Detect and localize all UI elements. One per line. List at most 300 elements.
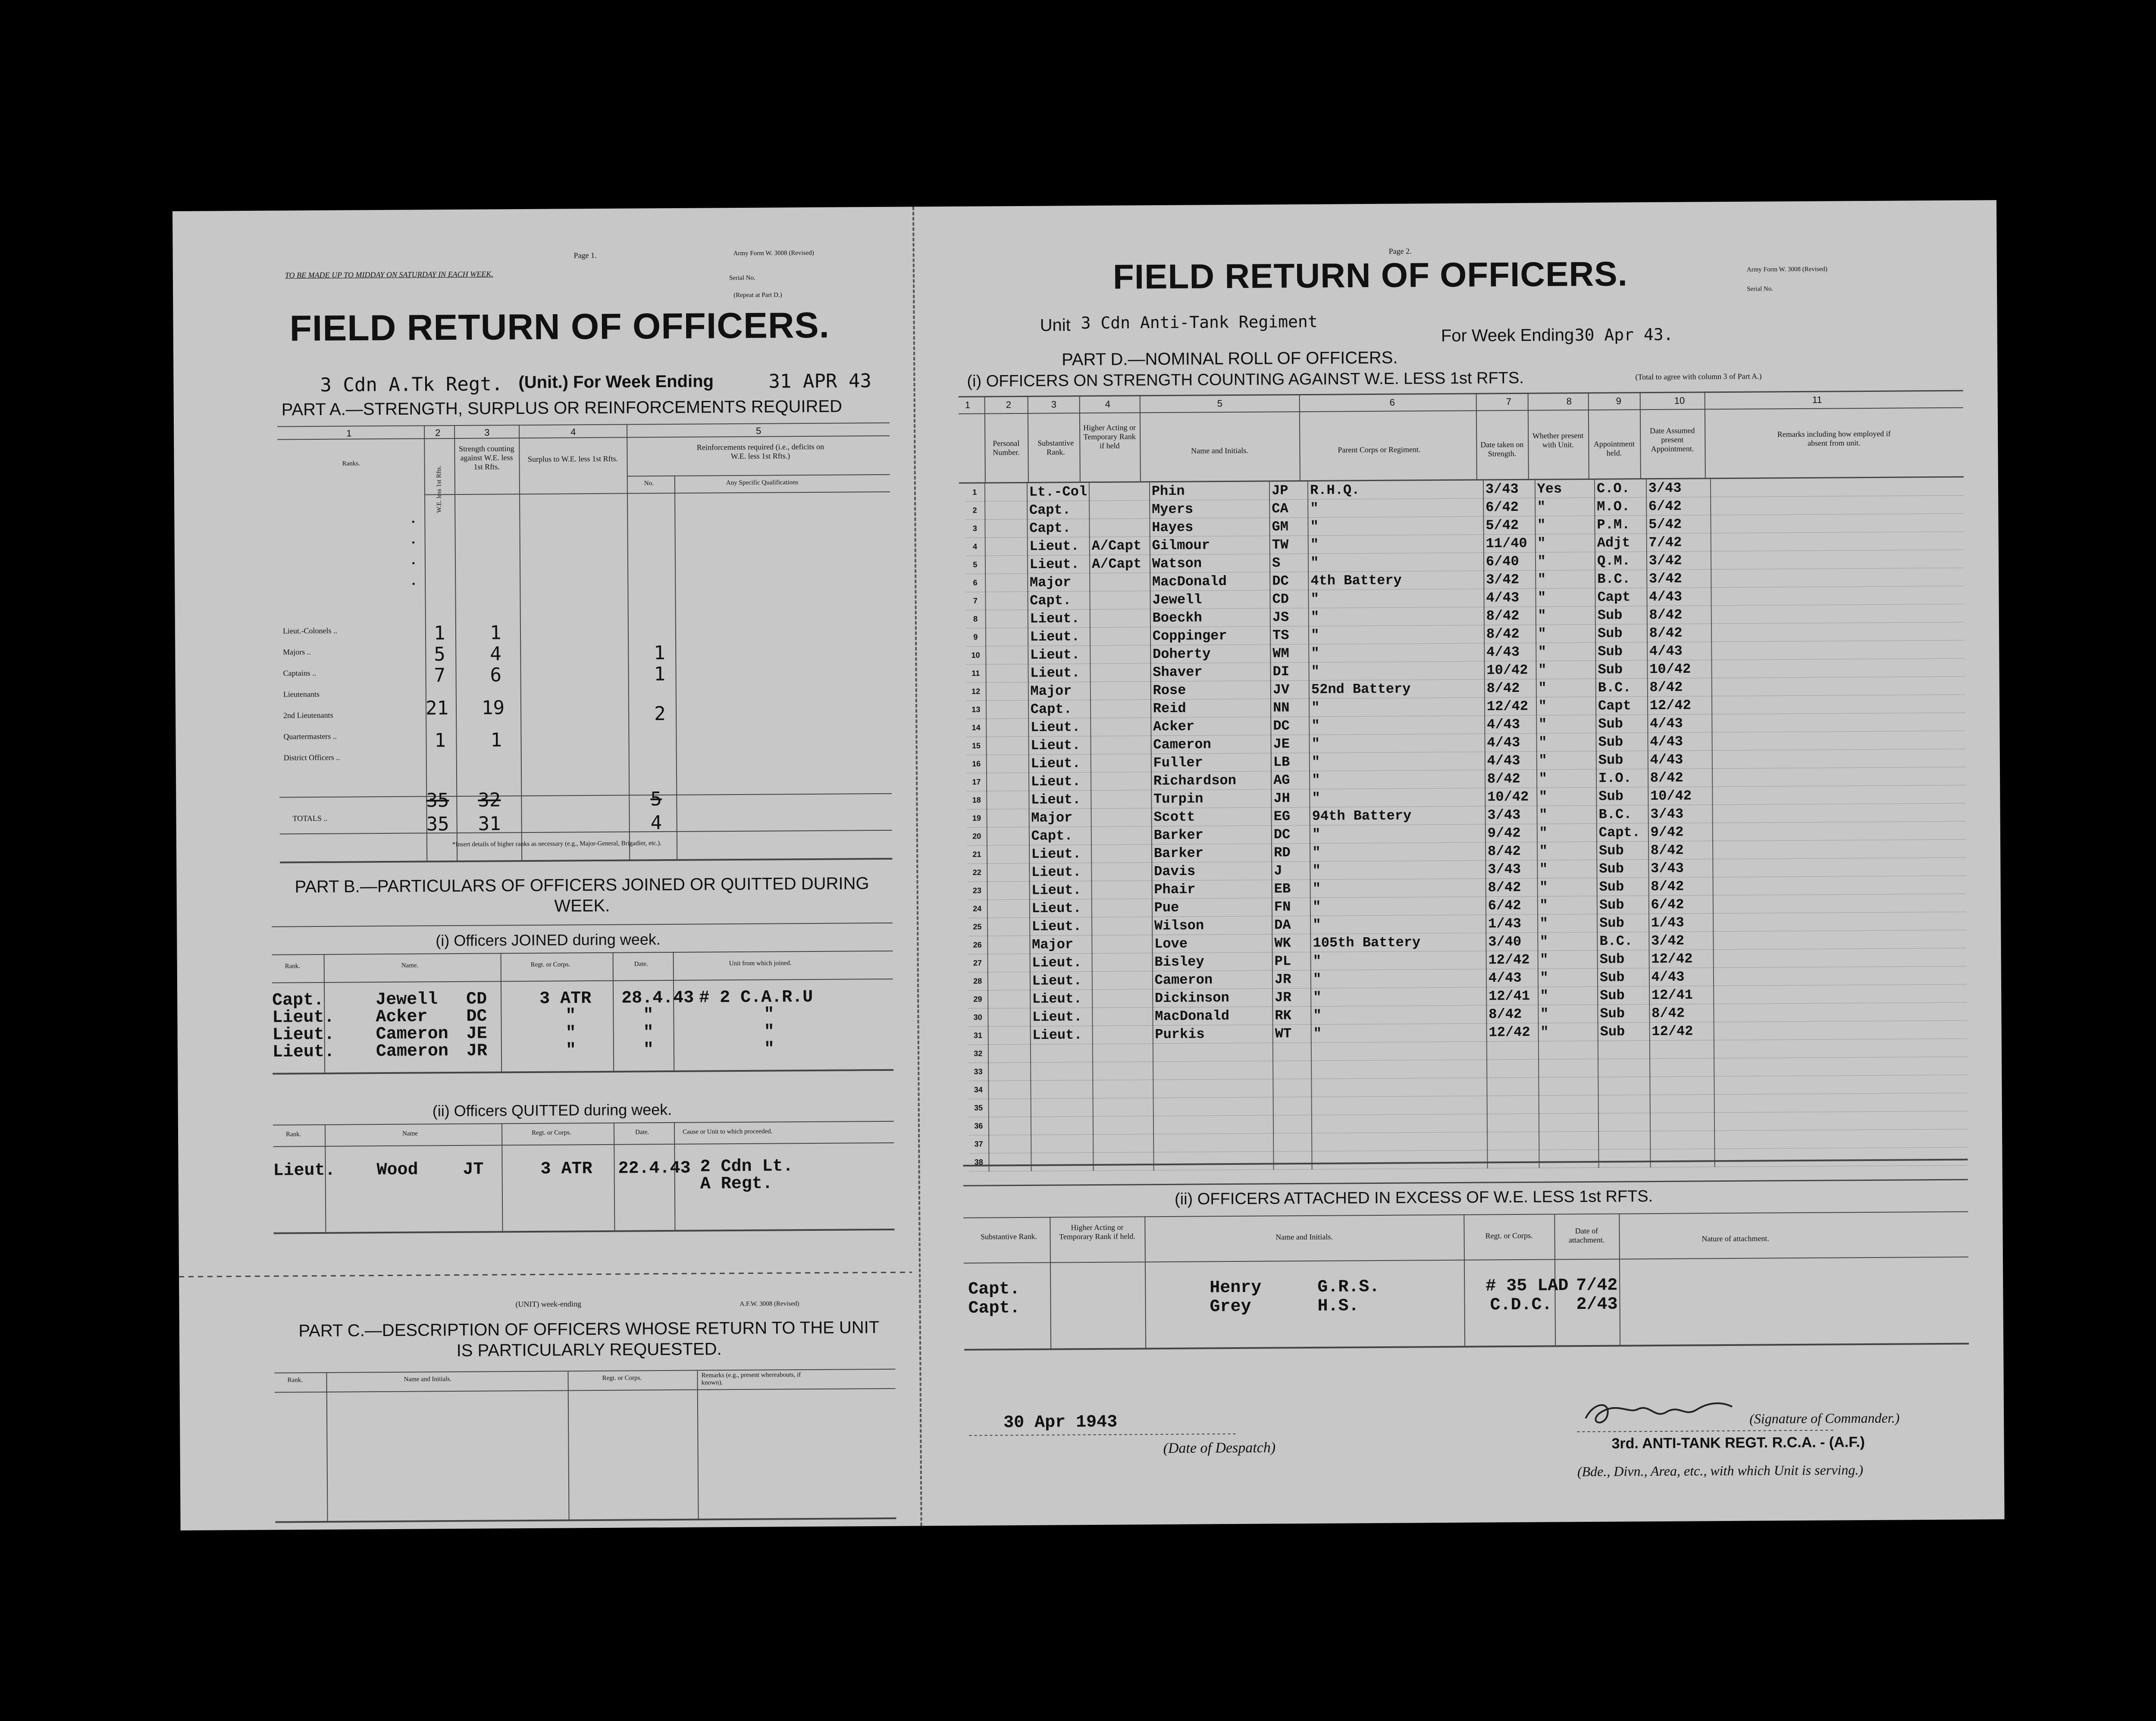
roll-cell-rank: Lieut.: [1028, 610, 1090, 628]
roll-cell-pres: ": [1537, 805, 1597, 824]
roll-cell-name: Boeckh: [1150, 608, 1270, 627]
roll-cell-name: [1153, 1152, 1274, 1170]
roll-cell-name: Reid: [1151, 699, 1271, 718]
roll-cell-pres: ": [1535, 516, 1595, 534]
joined-title: (i) Officers JOINED during week.: [436, 930, 661, 950]
roll-cell-appt: I.O.: [1596, 769, 1648, 788]
roll-cell-appt: Capt: [1595, 588, 1647, 607]
roll-cell-init: DC: [1271, 717, 1309, 735]
roll-cell-n: 23: [972, 886, 982, 895]
roll-cell-date: [1487, 1059, 1539, 1078]
roll-cell-name: MacDonald: [1153, 1007, 1273, 1026]
roll-cell-higher: [1092, 953, 1153, 972]
roll-cell-higher: [1091, 663, 1151, 682]
roll-cell-name: Scott: [1151, 807, 1272, 826]
part-a-rows: [283, 623, 887, 775]
roll-cell-corps: ": [1311, 1023, 1487, 1042]
roll-cell-init: DC: [1270, 572, 1308, 590]
roll-cell-appt: Adjt: [1595, 534, 1647, 552]
col-number: 10: [1674, 395, 1685, 406]
roll-cell-higher: [1090, 591, 1150, 610]
roll-cell-corps: ": [1308, 535, 1484, 554]
roll-cell-pres: [1539, 1131, 1599, 1150]
roll-cell-empty: [988, 1117, 1031, 1135]
roll-cell-n: 22: [972, 868, 981, 877]
roll-cell-corps: R.H.Q.: [1308, 480, 1483, 499]
roll-cell-n: 18: [972, 795, 981, 804]
roll-cell-name: [1153, 1061, 1273, 1080]
roll-cell-appt: Sub: [1597, 896, 1649, 914]
roll-cell-n: 5: [973, 560, 978, 569]
roll-cell-appt: Sub: [1595, 660, 1647, 679]
roll-cell-date: 6/40: [1484, 552, 1536, 571]
roll-cell-empty: [985, 610, 1028, 628]
roll-cell-assumed: [1650, 1095, 1714, 1113]
roll-cell-corps: [1312, 1096, 1487, 1115]
roll-cell-name: Watson: [1150, 554, 1270, 573]
roll-cell-name: Doherty: [1150, 645, 1271, 663]
roll-cell-empty: [985, 591, 1028, 610]
roll-cell-n: 20: [972, 832, 981, 841]
totals-no-struck: 5: [650, 788, 662, 810]
roll-cell-empty: [989, 1135, 1031, 1153]
roll-cell-empty: [988, 1062, 1031, 1081]
page-title: FIELD RETURN OF OFFICERS.: [289, 304, 830, 349]
roll-cell-corps: ": [1310, 770, 1485, 789]
roll-cell-appt: Sub: [1598, 986, 1649, 1005]
roll-cell-empty: [987, 936, 1030, 954]
roll-cell-n: 10: [971, 651, 980, 660]
roll-cell-name: [1153, 1133, 1274, 1152]
roll-cell-empty: [986, 664, 1028, 682]
roll-cell-higher: [1089, 519, 1150, 537]
roll-cell-empty: [1711, 658, 1965, 678]
col-number: 4: [570, 426, 576, 438]
roll-cell-n: 8: [973, 614, 978, 623]
col-header: Name and Initials.: [1275, 1232, 1333, 1242]
roll-cell-init: [1273, 1133, 1312, 1152]
col-number: 3: [1051, 399, 1057, 410]
roll-cell-rank: Major: [1029, 809, 1091, 827]
col-number: 5: [756, 425, 761, 436]
roll-cell-name: Davis: [1152, 862, 1272, 881]
roll-cell-pres: ": [1536, 697, 1596, 715]
roll-cell-pres: ": [1538, 968, 1598, 987]
roll-cell-name: [1153, 1097, 1273, 1116]
page-title: FIELD RETURN OF OFFICERS.: [1112, 254, 1628, 296]
roll-cell-rank: Lieut.: [1028, 754, 1091, 773]
roll-cell-corps: ": [1309, 607, 1484, 626]
col-number: 5: [1217, 398, 1223, 409]
roll-cell-pres: Yes: [1535, 480, 1595, 498]
table-row: Lieutenants: [283, 689, 320, 699]
roll-cell-init: NN: [1271, 698, 1309, 717]
roll-cell-date: 11/40: [1484, 534, 1536, 553]
roll-cell-rank: Lieut.: [1029, 791, 1091, 809]
roll-cell-empty: [987, 917, 1030, 936]
roll-cell-name: Cameron: [1153, 970, 1273, 989]
strength-header: Strength counting against W.E. less 1st Rfts.: [459, 444, 514, 471]
roll-cell-pres: ": [1538, 986, 1598, 1005]
roll-cell-pres: ": [1538, 932, 1598, 951]
roll-cell-init: JE: [1271, 735, 1310, 753]
roll-cell-name: Acker: [1151, 717, 1271, 736]
col-header: Date.: [635, 1129, 649, 1136]
roll-cell-higher: [1093, 1098, 1153, 1117]
col-number: 2: [435, 427, 441, 438]
roll-cell-init: CD: [1270, 590, 1308, 608]
roll-cell-assumed: 8/42: [1647, 624, 1711, 642]
roll-cell-pres: [1539, 1149, 1599, 1168]
unit-value: 3 Cdn Anti-Tank Regiment: [1081, 312, 1318, 333]
roll-cell-rank: [1031, 1098, 1093, 1117]
roll-cell-appt: Sub: [1598, 950, 1649, 969]
roll-cell-name: [1153, 1115, 1274, 1134]
roll-cell-empty: [1712, 713, 1965, 732]
roll-cell-name: Barker: [1152, 844, 1272, 863]
roll-cell-empty: [988, 990, 1030, 1008]
table-row: Lieut. Cameron JR " " ": [272, 1039, 775, 1062]
roll-cell-appt: Sub: [1596, 787, 1648, 806]
roll-cell-appt: Sub: [1597, 878, 1649, 896]
roll-cell-higher: [1090, 627, 1150, 646]
roll-cell-higher: [1091, 736, 1151, 754]
roll-cell-corps: ": [1309, 643, 1484, 662]
roll-cell-corps: ": [1310, 879, 1486, 898]
roll-cell-pres: ": [1537, 860, 1597, 878]
unit-week-label: (UNIT) week-ending: [515, 1299, 581, 1309]
roll-cell-assumed: 3/43: [1648, 859, 1713, 878]
bde-label: (Bde., Divn., Area, etc., with which Unit is serving.): [1577, 1462, 1864, 1480]
roll-cell-empty: [1711, 550, 1965, 569]
roll-cell-empty: [987, 845, 1029, 864]
roll-cell-n: 1: [972, 488, 977, 497]
roll-cell-higher: [1091, 682, 1151, 700]
roll-cell-assumed: 4/43: [1648, 714, 1712, 733]
col-header: Personal Number.: [993, 439, 1020, 457]
table-row: Lieut.-Colonels .. 1 1: [282, 622, 501, 645]
roll-cell-pres: ": [1538, 914, 1598, 932]
roll-cell-empty: [985, 519, 1027, 538]
roll-cell-empty: [1713, 948, 1967, 968]
roll-cell-pres: [1539, 1113, 1598, 1132]
roll-cell-n: 35: [974, 1103, 983, 1112]
col-header: Regt. or Corps.: [1485, 1231, 1533, 1240]
roll-cell-empty: [1713, 894, 1966, 914]
roll-cell-empty: [987, 863, 1029, 882]
page-number: Page 2.: [1388, 247, 1412, 256]
roll-cell-appt: Sub: [1598, 968, 1649, 987]
roll-cell-higher: [1091, 700, 1151, 718]
unit-label: (Unit.) For Week Ending: [518, 372, 714, 392]
we-header: W.E. less 1st Rfts.: [436, 465, 443, 513]
roll-cell-init: FN: [1272, 898, 1310, 916]
totals-we-struck: 35: [426, 789, 449, 812]
roll-cell-rank: Lieut.: [1027, 537, 1090, 556]
totals-we: 35: [426, 813, 449, 835]
roll-cell-empty: [1711, 640, 1965, 660]
roll-cell-corps: ": [1309, 625, 1484, 644]
roll-cell-pres: [1539, 1095, 1598, 1114]
roll-cell-pres: ": [1536, 660, 1596, 679]
roll-cell-empty: [987, 827, 1029, 845]
roll-cell-n: 6: [973, 578, 978, 587]
roll-cell-appt: Sub: [1597, 842, 1648, 860]
roll-cell-empty: [985, 573, 1028, 592]
col-header: Higher Acting or Temporary Rank if held.: [1059, 1223, 1135, 1241]
roll-cell-empty: [985, 537, 1027, 556]
roll-cell-name: [1153, 1043, 1273, 1062]
roll-cell-n: 12: [971, 687, 981, 696]
roll-cell-name: Fuller: [1151, 753, 1271, 772]
roll-cell-assumed: 8/42: [1649, 1004, 1714, 1023]
signature-label: (Signature of Commander.): [1749, 1410, 1900, 1427]
afw-label: A.F.W. 3008 (Revised): [740, 1300, 799, 1308]
roll-cell-rank: Lieut.: [1028, 718, 1091, 737]
roll-cell-assumed: 12/42: [1648, 696, 1712, 715]
roll-cell-appt: Sub: [1597, 860, 1648, 878]
no-header: No.: [644, 480, 654, 487]
roll-cell-pres: ": [1536, 733, 1596, 751]
roll-cell-higher: [1093, 1134, 1153, 1153]
roll-cell-n: 7: [973, 596, 978, 605]
roll-cell-date: 3/43: [1485, 806, 1537, 824]
roll-cell-empty: [1713, 876, 1966, 895]
roll-cell-name: Barker: [1152, 826, 1272, 845]
roll-cell-empty: [988, 1098, 1031, 1117]
roll-cell-pres: ": [1537, 769, 1597, 788]
col-header: Regt. or Corps.: [530, 961, 570, 968]
roll-cell-name: Purkis: [1153, 1025, 1273, 1044]
table-row: 2nd Lieutenants 21 19 2: [283, 697, 666, 725]
roll-cell-date: 9/42: [1485, 824, 1537, 842]
roll-cell-higher: [1090, 573, 1150, 591]
roll-cell-empty: [986, 754, 1028, 773]
roll-cell-n: 25: [973, 922, 982, 931]
roll-cell-empty: [1713, 930, 1967, 950]
table-row: District Officers ..: [283, 753, 340, 762]
roll-cell-init: PL: [1272, 952, 1311, 970]
roll-cell-assumed: 8/42: [1648, 877, 1713, 896]
roll-cell-name: MacDonald: [1150, 572, 1270, 591]
roll-cell-empty: [1711, 478, 1964, 497]
roll-cell-date: 12/42: [1486, 1023, 1538, 1042]
roll-cell-appt: [1598, 1077, 1650, 1095]
roll-cell-n: 2: [972, 506, 977, 515]
despatch-label: (Date of Despatch): [1163, 1439, 1276, 1457]
roll-cell-date: [1487, 1150, 1539, 1168]
roll-cell-higher: [1093, 1152, 1153, 1171]
roll-cell-higher: [1093, 1026, 1153, 1044]
roll-cell-corps: ": [1310, 752, 1485, 771]
col-header: Rank.: [286, 1131, 301, 1138]
roll-cell-date: 3/43: [1483, 480, 1535, 498]
roll-cell-empty: [986, 718, 1028, 737]
roll-cell-higher: [1089, 482, 1150, 501]
roll-cell-corps: 4th Battery: [1308, 571, 1484, 590]
roll-cell-higher: [1093, 1044, 1153, 1062]
roll-cell-empty: [1714, 1039, 1968, 1058]
col-number: 6: [1389, 397, 1395, 408]
roll-cell-date: 3/42: [1484, 570, 1536, 589]
roll-cell-appt: P.M.: [1595, 516, 1646, 534]
roll-cell-init: DA: [1272, 916, 1310, 934]
roll-cell-higher: [1092, 881, 1152, 899]
roll-cell-init: CA: [1269, 499, 1308, 518]
roll-cell-empty: [1712, 803, 1966, 823]
roll-cell-init: RK: [1272, 1006, 1311, 1025]
roll-cell-pres: ": [1536, 642, 1596, 661]
roll-cell-date: 4/43: [1485, 751, 1537, 770]
roll-cell-rank: Lieut.: [1029, 773, 1091, 791]
col-header: Higher Acting or Temporary Rank if held: [1083, 423, 1136, 450]
roll-cell-higher: A/Capt: [1090, 537, 1150, 555]
roll-cell-n: 9: [973, 632, 978, 641]
roll-cell-date: 5/42: [1483, 516, 1535, 535]
roll-cell-corps: ": [1310, 860, 1485, 879]
roll-cell-name: Turpin: [1151, 789, 1272, 808]
roll-cell-empty: [1713, 839, 1966, 859]
roll-cell-appt: Capt.: [1597, 823, 1648, 842]
roll-cell-higher: [1092, 935, 1152, 954]
totals-no: 4: [650, 812, 662, 834]
roll-cell-date: 12/41: [1486, 987, 1538, 1005]
roll-cell-date: [1487, 1077, 1539, 1096]
col-header: Remarks (e.g., present whereabouts, if known).: [701, 1371, 801, 1386]
roll-cell-corps: ": [1309, 589, 1484, 608]
roll-cell-name: Wilson: [1152, 916, 1272, 935]
roll-cell-corps: ": [1311, 1005, 1486, 1024]
roll-cell-init: WT: [1273, 1024, 1311, 1043]
roll-cell-init: EG: [1272, 807, 1310, 826]
roll-cell-corps: ": [1310, 788, 1485, 807]
roll-cell-rank: Major: [1028, 573, 1090, 592]
roll-cell-n: 14: [971, 723, 981, 732]
col-header: Name and Initials.: [1191, 446, 1248, 455]
page-2: [931, 200, 2000, 1526]
roll-cell-empty: [1712, 749, 1965, 769]
roll-cell-appt: Sub: [1595, 606, 1647, 625]
roll-cell-assumed: 3/42: [1647, 569, 1711, 588]
nominal-roll-table: [965, 478, 1968, 1172]
roll-cell-init: JS: [1270, 608, 1309, 626]
roll-cell-date: 3/43: [1485, 860, 1537, 879]
roll-cell-assumed: 12/42: [1649, 950, 1713, 968]
roll-cell-init: JH: [1271, 789, 1310, 807]
roll-cell-assumed: 3/43: [1646, 479, 1711, 497]
roll-cell-corps: ": [1310, 915, 1486, 934]
roll-cell-empty: [986, 700, 1028, 719]
roll-cell-higher: [1093, 1116, 1153, 1135]
roll-cell-pres: ": [1536, 679, 1596, 697]
roll-cell-corps: ": [1308, 498, 1483, 517]
roll-cell-rank: Capt.: [1029, 827, 1091, 845]
col-header: Regt. or Corps.: [532, 1129, 571, 1136]
roll-cell-empty: [1714, 1111, 1968, 1131]
roll-cell-assumed: 8/42: [1647, 678, 1711, 697]
roll-cell-appt: Sub: [1598, 1004, 1649, 1023]
roll-cell-init: S: [1270, 554, 1308, 572]
roll-cell-assumed: 4/43: [1649, 968, 1713, 986]
roll-cell-n: 34: [974, 1085, 983, 1094]
section-i-heading: (i) OFFICERS ON STRENGTH COUNTING AGAINST W.E. LESS 1st RFTS.: [967, 369, 1524, 391]
roll-cell-empty: [985, 501, 1027, 519]
roll-cell-pres: ": [1536, 751, 1596, 770]
roll-cell-appt: B.C.: [1596, 679, 1648, 697]
roll-cell-corps: ": [1309, 716, 1485, 735]
week-value: 31 APR 43: [768, 370, 872, 393]
roll-cell-appt: B.C.: [1595, 570, 1647, 588]
roll-cell-name: Jewell: [1150, 590, 1270, 609]
part-d-heading: PART D.—NOMINAL ROLL OF OFFICERS.: [1062, 348, 1398, 369]
roll-cell-higher: A/Capt: [1090, 555, 1150, 573]
roll-cell-higher: [1092, 899, 1152, 917]
roll-cell-corps: ": [1310, 897, 1486, 916]
part-a-heading: PART A.—STRENGTH, SURPLUS OR REINFORCEMENTS REQUIRED: [281, 397, 843, 419]
table-row: Quartermasters .. 1 1: [283, 729, 502, 752]
roll-cell-assumed: [1650, 1076, 1714, 1095]
roll-cell-n: 24: [973, 904, 982, 913]
roll-cell-assumed: 4/43: [1648, 732, 1712, 751]
col-header: Date Assumed present Appointment.: [1649, 426, 1695, 454]
roll-cell-rank: Lieut.: [1030, 972, 1092, 990]
instruction: TO BE MADE UP TO MIDDAY ON SATURDAY IN EACH WEEK.: [285, 269, 493, 280]
roll-cell-assumed: [1650, 1131, 1714, 1149]
roll-cell-higher: [1090, 609, 1150, 628]
roll-cell-assumed: [1650, 1149, 1714, 1167]
roll-cell-assumed: 4/43: [1647, 588, 1711, 606]
roll-cell-empty: [1711, 586, 1965, 606]
roll-cell-n: 3: [972, 524, 977, 533]
attached-rows: [968, 1274, 1960, 1318]
roll-cell-date: 4/43: [1484, 643, 1536, 661]
roll-cell-higher: [1092, 971, 1153, 990]
roll-cell-n: 19: [972, 814, 981, 823]
table-row: Majors .. 5 4 1: [283, 642, 665, 666]
roll-cell-rank: Major: [1028, 682, 1091, 701]
roll-cell-corps: [1312, 1150, 1488, 1169]
roll-cell-init: AG: [1271, 771, 1310, 789]
roll-cell-init: DI: [1271, 662, 1309, 681]
roll-cell-name: [1153, 1079, 1273, 1098]
roll-cell-name: Coppinger: [1150, 626, 1271, 645]
roll-cell-pres: ": [1536, 588, 1595, 607]
roll-cell-name: Phair: [1152, 880, 1272, 899]
surplus-header: Surplus to W.E. less 1st Rfts.: [527, 454, 618, 463]
roll-cell-empty: [988, 1026, 1030, 1045]
roll-cell-rank: [1031, 1062, 1093, 1081]
form-label: Army Form W. 3008 (Revised): [1746, 266, 1828, 273]
roll-cell-corps: [1311, 1060, 1487, 1079]
roll-cell-n: 32: [974, 1049, 983, 1058]
totals-label: TOTALS ..: [292, 814, 328, 823]
col-number: 8: [1566, 396, 1572, 407]
roll-cell-empty: [985, 555, 1028, 574]
joined-rows: [272, 987, 893, 1060]
unit-stamp: 3rd. ANTI-TANK REGT. R.C.A. - (A.F.): [1611, 1434, 1865, 1452]
roll-cell-higher: [1092, 1008, 1153, 1026]
roll-cell-empty: [1711, 495, 1964, 515]
roll-cell-n: 11: [971, 669, 980, 678]
roll-cell-assumed: [1650, 1058, 1714, 1077]
roll-cell-rank: Major: [1030, 936, 1092, 954]
roll-cell-assumed: 6/42: [1648, 895, 1713, 914]
roll-cell-date: 8/42: [1485, 770, 1537, 788]
roll-cell-corps: ": [1310, 842, 1485, 861]
col-number: 7: [1506, 396, 1512, 407]
roll-cell-init: [1273, 1115, 1312, 1133]
roll-cell-pres: ": [1537, 896, 1597, 914]
